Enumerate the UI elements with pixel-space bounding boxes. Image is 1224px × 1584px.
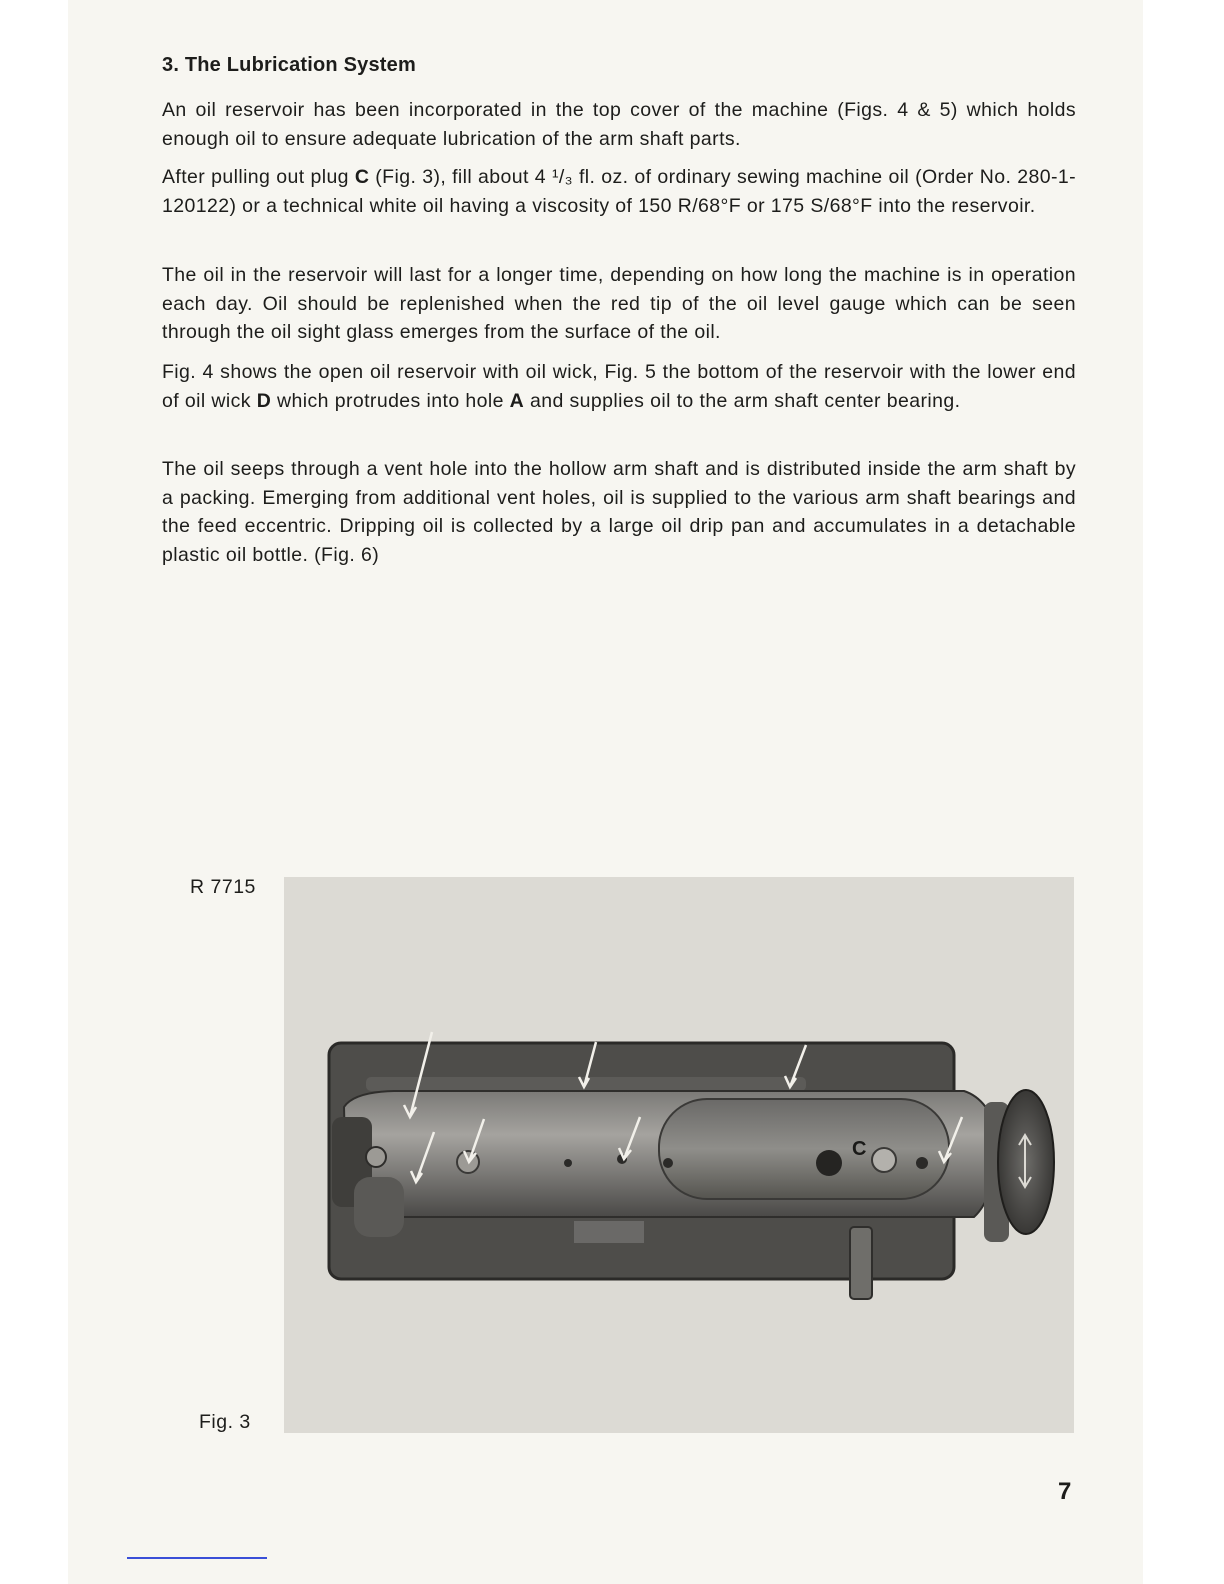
page-number: 7 [1058,1478,1072,1505]
plug-letter: C [354,166,370,188]
paragraph-text: which protrudes into hole [271,389,510,412]
paragraph-filling-instructions [162,163,1076,220]
paragraph-text: and supplies oil to the arm shaft center bearing. [524,389,961,412]
figure-caption: Fig. 3 [199,1411,251,1433]
hole-letter: A [509,389,525,412]
paragraph-text: After pulling out plug [162,166,355,188]
paragraph-oil-reservoir: An oil reservoir has been incorporated in the top cover of the machine (Figs. 4 & 5) which holds enough oil to ensure adequate lubrication of the arm shaft parts. [162,99,1076,150]
plug-c-label: C [852,1138,867,1160]
paragraph-oil-wick [162,358,1076,415]
wick-letter: D [256,389,272,412]
section-title: 3. The Lubrication System [162,54,416,76]
sewing-machine-photo [284,877,1074,1433]
footer-rule [127,1557,267,1559]
paragraph-text: (Fig. 3), fill about 4 ¹/₃ fl. oz. of ordinary sewing machine oil (Order No. 280-1-120122) or a technical white oil having a viscosity of 150 R/68°F or 175 S/68°F into the reservoir. [162,166,1077,217]
paragraph-oil-distribution: The oil seeps through a vent hole into the hollow arm shaft and is distributed inside the arm shaft by a packing. Emerging from additional vent holes, oil is supplied to the various arm shaft bearings and the feed eccentric. Dripping oil is collected by a large oil drip pan and accumulates in a detachable plastic oil bottle. (Fig. 6) [162,458,1076,566]
figure-reference: R 7715 [190,876,256,898]
paragraph-text: Fig. 4 shows the open oil reservoir with oil wick, Fig. 5 the bottom of the reservoir with the lower end of oil wick [162,361,1076,412]
paragraph-oil-duration: The oil in the reservoir will last for a longer time, depending on how long the machine is in operation each day. Oil should be replenished when the red tip of the oil level gauge which can be seen through the oil sight glass emerges from the surface of the oil. [162,264,1076,343]
